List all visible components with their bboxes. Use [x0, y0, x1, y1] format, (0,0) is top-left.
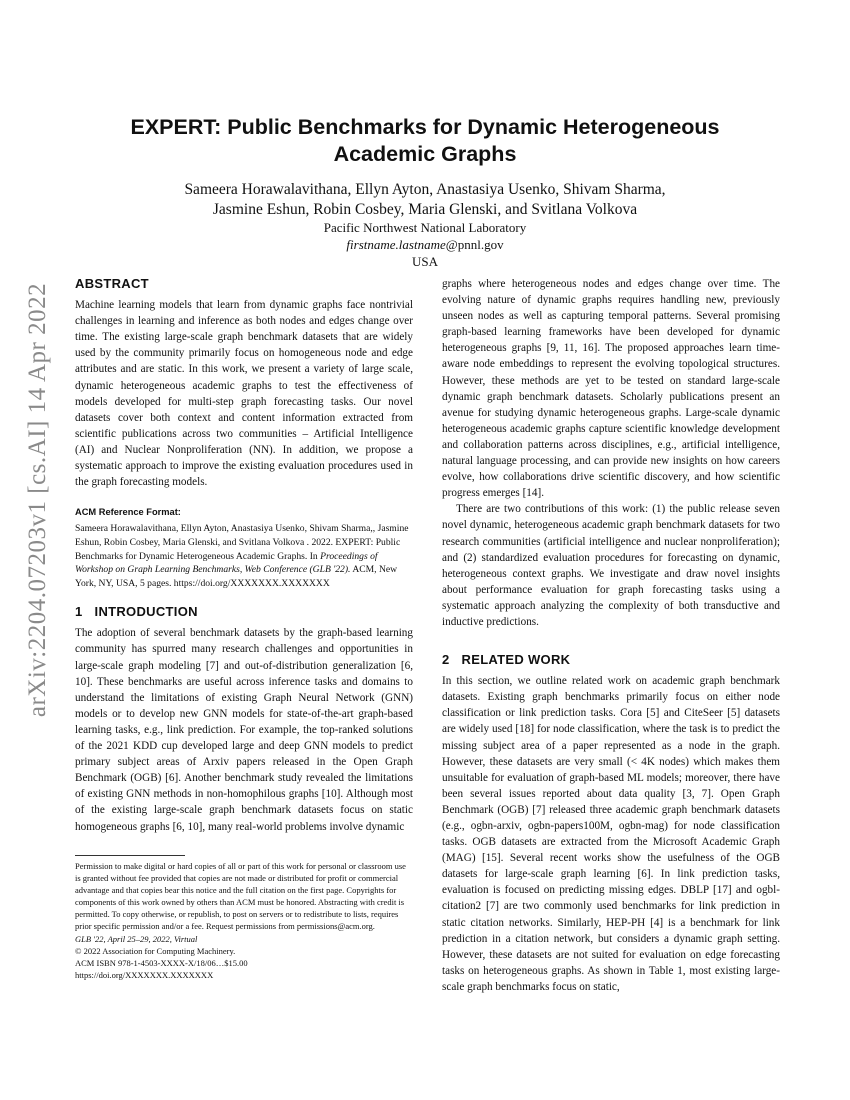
copyright-line: © 2022 Association for Computing Machinery. — [75, 945, 236, 956]
arxiv-id: arXiv:2204.07203v1 [cs.AI] 14 Apr 2022 — [24, 282, 51, 718]
email-domain: @pnnl.gov — [445, 237, 504, 252]
related-work-heading — [442, 652, 780, 668]
author-email — [95, 236, 755, 253]
acm-reference-text — [75, 522, 413, 590]
isbn-line: ACM ISBN 978-1-4503-XXXX-X/18/06…$15.00 — [75, 957, 248, 968]
acm-ref-part-b: ACM, New York, NY, USA, 5 pages. https://doi.org/XXXXXXX.XXXXXXX — [75, 564, 398, 589]
section-number: 2 — [442, 652, 450, 668]
left-column — [75, 276, 413, 835]
author-list — [95, 180, 755, 220]
section-number: 1 — [75, 604, 83, 620]
right-column — [442, 276, 780, 995]
section-title: RELATED WORK — [461, 652, 571, 668]
affiliation-block — [95, 219, 755, 270]
permission-footnote — [75, 855, 413, 981]
doi-line: https://doi.org/XXXXXXX.XXXXXXX — [75, 969, 214, 980]
venue-line: GLB '22, April 25–29, 2022, Virtual — [75, 933, 198, 944]
acm-ref-proceedings: Proceedings of Workshop on Graph Learning Benchmarks, Web Conference (GLB '22). — [75, 550, 378, 576]
section-title: INTRODUCTION — [94, 604, 198, 620]
country: USA — [411, 254, 438, 269]
introduction-continued: graphs where heterogeneous nodes and edges change over time. The evolving nature of dynamic graphs requires handling new, previously unseen nodes as well as capturing temporal patterns. Several promising graph-based learning frameworks have been developed for dynamic heterogeneous graphs [9, 11, 16]. The proposed approaches learn time-aware node embeddings to represent the evolving topological structures. However, these methods are yet to be tested on standard large-scale dynamic graph benchmark datasets. Scholarly publications present an avenue for studying dynamic heterogeneous graphs. Large-scale dynamic heterogeneous academic graphs capture scientific knowledge development and collaboration patterns across disciplines, e.g., artificial intelligence, natural language processing, and can provide new insights on how careers evolve, how collaborations drive scientific discovery, and how scientific progress emerges [14]. — [442, 278, 780, 500]
related-work-text: In this section, we outline related work on academic graph benchmark datasets. Existing graph benchmarks primarily focus on either node classification or link prediction tasks. Cora [5] and CiteSeer [5] datasets are widely used [18] for node classification, where the task is to predict the missing subject area of a paper represented as a node in the graph. However, these datasets are very small (< 4K nodes) which makes them unsuitable for evaluation of graph-based ML models; moreover, there have been several issues reported about data quality [3, 7]. Open Graph Benchmark (OGB) [7] released three academic graph benchmark datasets (e.g., ogbn-arxiv, ogbn-papers100M, ogbn-mag) for node classification tasks. OGB datasets are extracted from the Microsoft Academic Graph (MAG) [15]. Several recent works show the usefulness of the OGB datasets for large-scale graph learning [6]. In link prediction tasks, evaluation is focused on predicting missing edges. DBLP [17] and ogbl-citation2 [7] are two commonly used benchmarks for link prediction in static citation networks. Similarly, HEP-PH [4] is a benchmark for link prediction in a citation network, but considers a dynamic graph setting. However, these datasets are not suited for evaluation on edge forecasting tasks on heterogeneous graphs. As shown in Table 1, most existing large-scale graph benchmarks focus on static, — [442, 675, 780, 993]
arxiv-sidebar-stamp — [14, 282, 62, 718]
affiliation: Pacific Northwest National Laboratory — [323, 220, 527, 235]
email-local: firstname.lastname — [346, 237, 446, 252]
introduction-heading — [75, 604, 413, 620]
permission-text: Permission to make digital or hard copies of all or part of this work for personal or classroom use is granted without fee provided that copies are not made or distributed for profit or commercial advantage and that copies bear this notice and the full citation on the first page. Copyrights for components of this work owned by others than ACM must be honored. Abstracting with credit is permitted. To copy otherwise, or republish, to post on servers or to redistribute to lists, requires prior specific permission and/or a fee. Request permissions from permissions@acm.org. — [75, 861, 406, 932]
authors-line-2: Jasmine Eshun, Robin Cosbey, Maria Glenski, and Svitlana Volkova — [212, 201, 638, 218]
footnote-divider — [75, 855, 185, 856]
acm-ref-part-a: Sameera Horawalavithana, Ellyn Ayton, Anastasiya Usenko, Shivam Sharma,, Jasmine Eshun, Robin Cosbey, Maria Glenski, and Svitlana Volkova . 2022. EXPERT: Public Benchmarks for Dynamic Heterogeneous Academic Graphs. In — [75, 523, 409, 562]
paper-title: EXPERT: Public Benchmarks for Dynamic Heterogeneous Academic Graphs — [130, 115, 720, 166]
abstract-heading: ABSTRACT — [75, 276, 149, 291]
authors-line-1: Sameera Horawalavithana, Ellyn Ayton, Anastasiya Usenko, Shivam Sharma, — [184, 181, 666, 198]
acm-reference-heading: ACM Reference Format: — [75, 507, 181, 518]
contributions-paragraph: There are two contributions of this work: (1) the public release seven novel dynamic, heterogeneous academic graph benchmark datasets for two research communities (artificial intelligence and nuclear nonproliferation); and (2) standardized evaluation procedures for forecasting on dynamic, heterogeneous context graphs. We investigate and draw novel insights about performance evaluation for graph forecasting tasks using a systematic approach analyzing the complexity of both transductive and inductive predictions. — [442, 503, 780, 628]
introduction-text: The adoption of several benchmark datasets by the graph-based learning community has spurred many research challenges and opportunities in large-scale graph modeling [7] and out-of-distribution generalization [6, 10]. These benchmarks are useful across inference tasks and domains to understand the limitations of existing Graph Neural Network (GNN) models or to develop new GNN models for state-of-the-art graph-based learning tasks, e.g., link prediction. For example, the top-ranked solutions of the 2021 KDD cup developed large and deep GNN models to predict primary subject areas of Arxiv papers released in the Open Graph Benchmark (OGB) [6]. Another benchmark study revealed the limitations of existing GNN methods in non-homophilous graphs [10]. Although most of the existing large-scale graph benchmark datasets focus on static homogeneous graphs [6, 10], many real-world problems involve dynamic — [75, 627, 413, 833]
abstract-text: Machine learning models that learn from dynamic graphs face nontrivial challenges in learning and inference as both nodes and edges change over time. The existing large-scale graph benchmark datasets that are widely used by the community primarily focus on homogeneous node and edge attributes and are static. In this work, we present a variety of large scale, dynamic heterogeneous academic graphs to test the effectiveness of models developed for multi-step graph forecasting tasks. Our novel datasets cover both context and content information extracted from scientific publications across two communities – Artificial Intelligence (AI) and Nuclear Nonproliferation (NN). In addition, we propose a systematic approach to improve the existing evaluation procedures used in the graph forecasting models. — [75, 299, 413, 489]
